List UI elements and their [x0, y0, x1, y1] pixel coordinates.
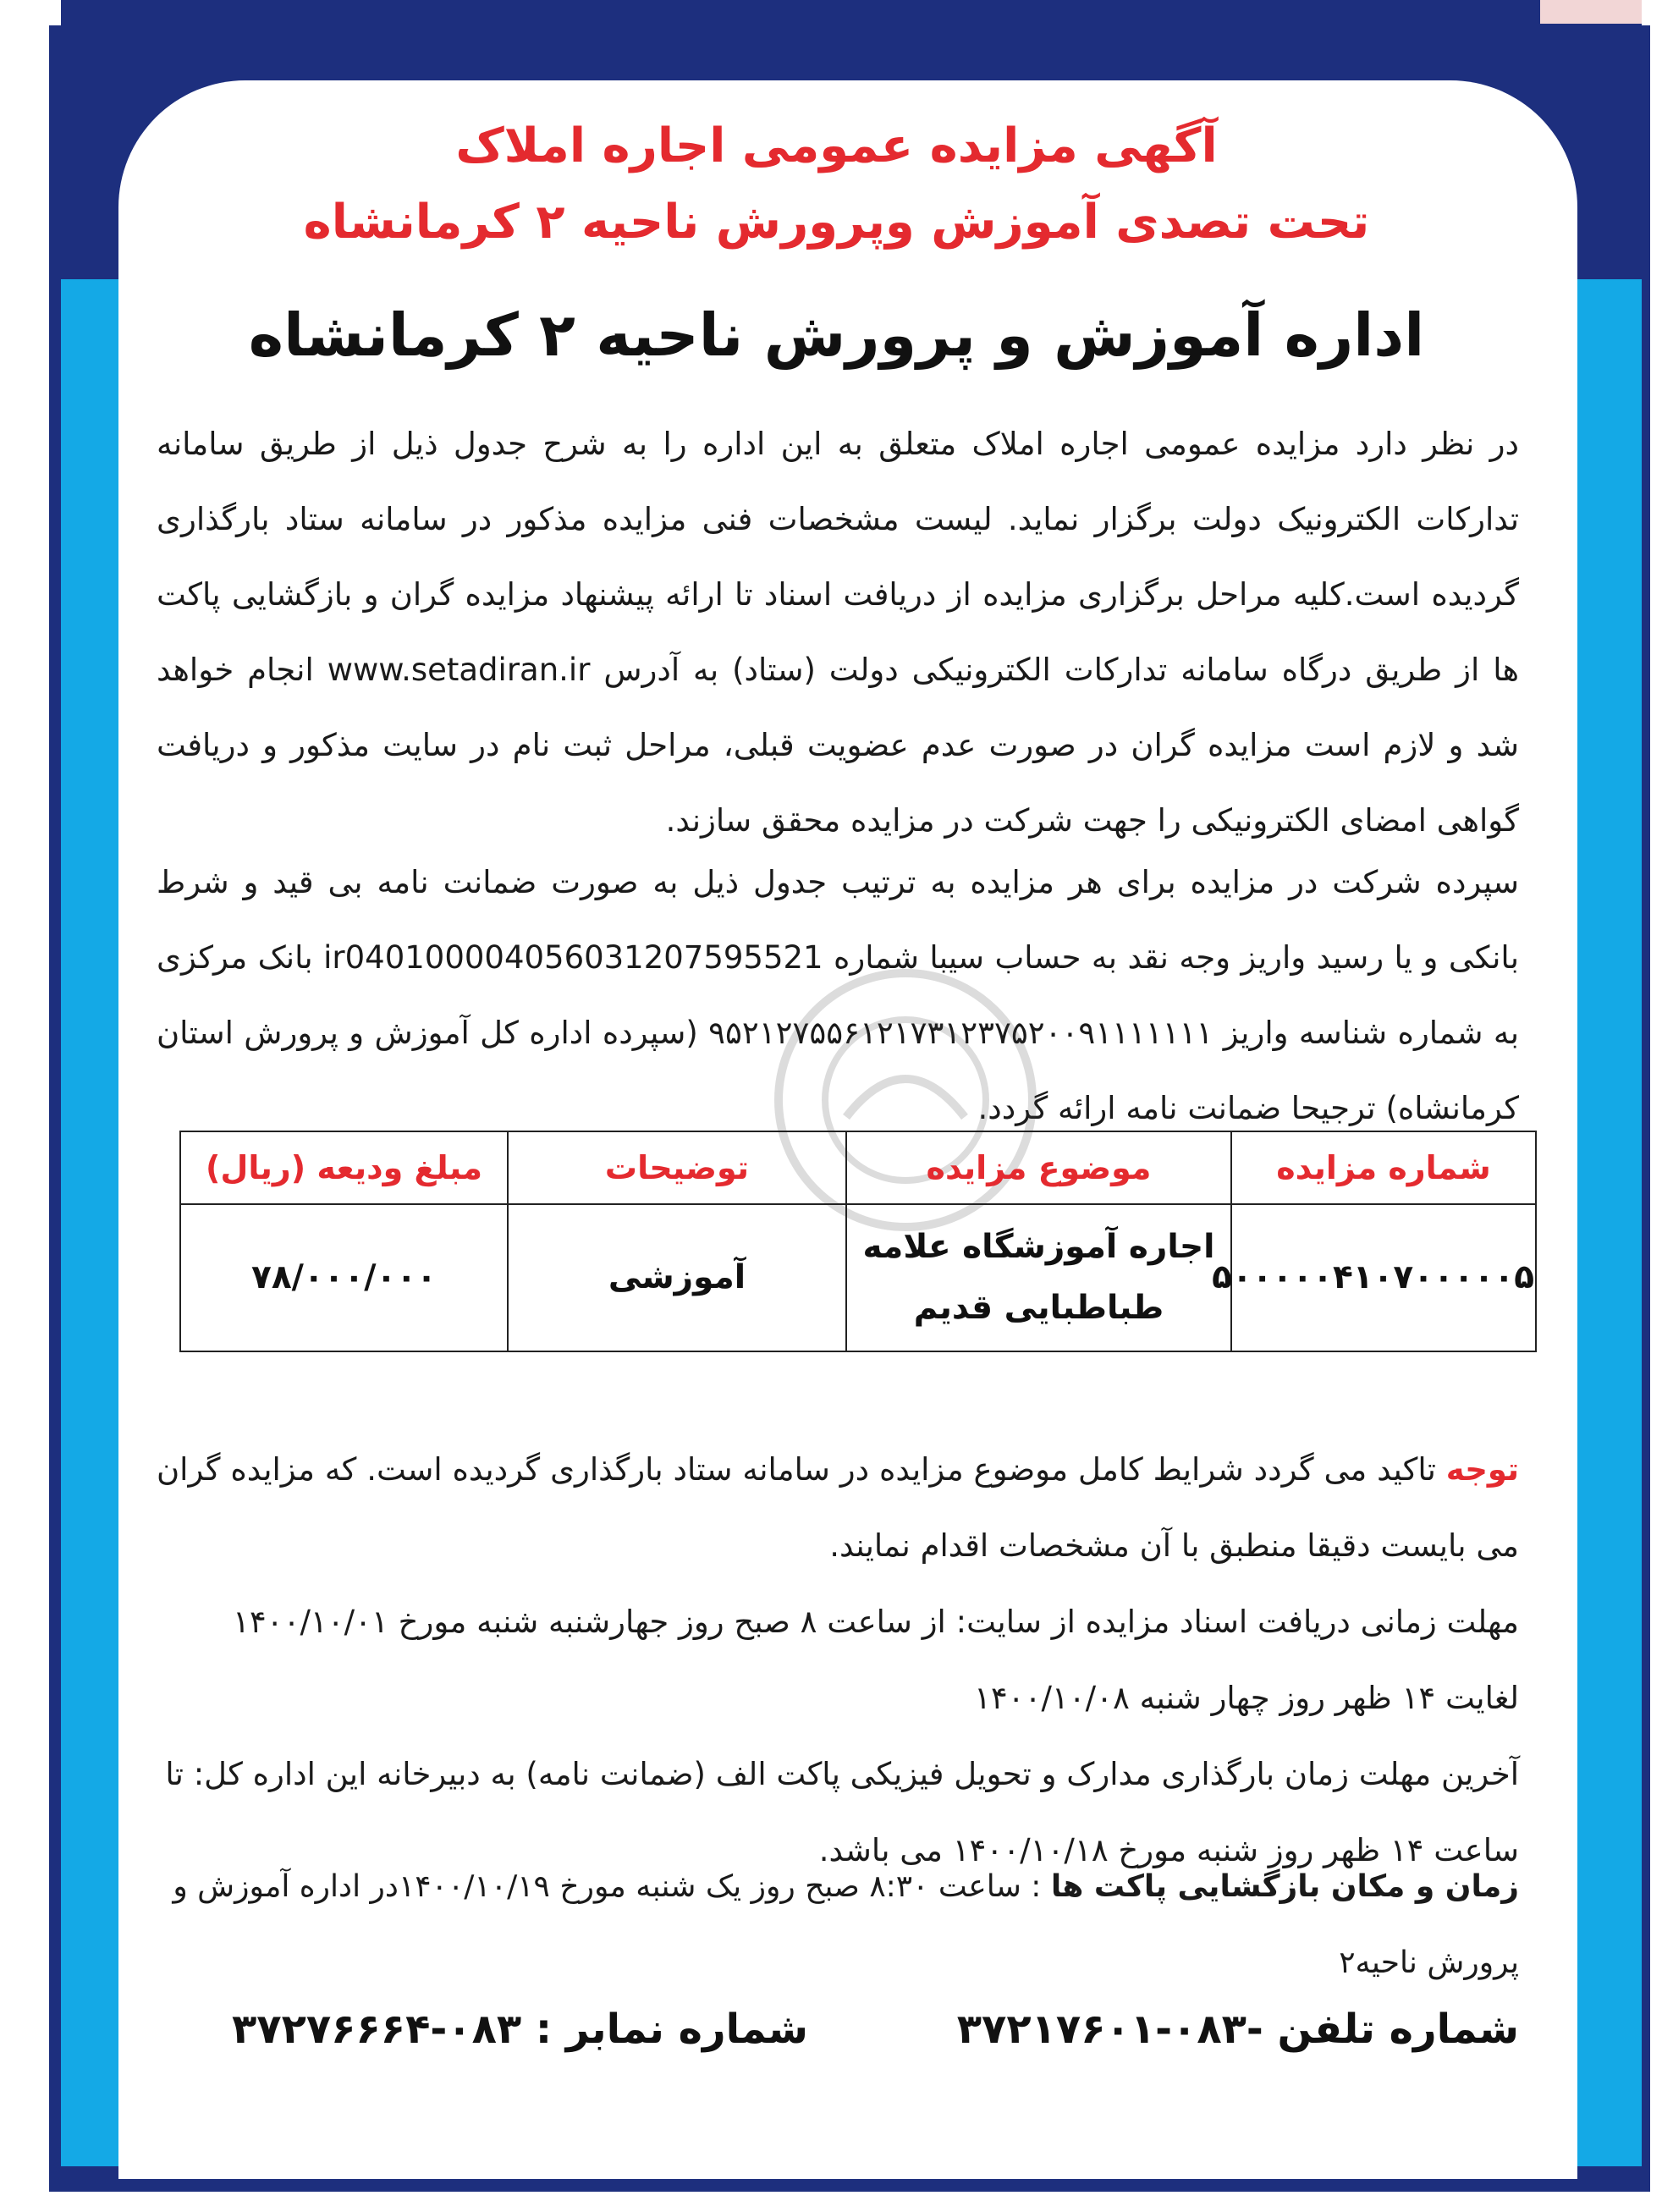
header-description: توضیحات	[508, 1131, 846, 1204]
table-header-row	[180, 1131, 1536, 1204]
corner-decoration-icon	[1540, 0, 1642, 24]
opening-label: زمان و مکان بازگشایی پاکت ها	[1050, 1869, 1519, 1904]
opening-text: : ساعت ۸:۳۰ صبح روز یک شنبه مورخ ۱۴۰۰/۱۰/۱۹در اداره آموزش و پرورش ناحیه۲	[173, 1869, 1519, 1980]
header-auction-subject: موضوع مزایده	[846, 1131, 1231, 1204]
contact-info	[157, 2006, 1519, 2073]
phone-value: -۰۸۳-۳۷۲۱۷۶۰۱	[956, 2006, 1278, 2053]
header-deposit-amount: مبلغ ودیعه (ریال)	[180, 1131, 508, 1204]
cell-auction-number: ۵۰۰۰۰۰۴۱۰۷۰۰۰۰۰۵	[1231, 1204, 1536, 1351]
intro-paragraph: در نظر دارد مزایده عمومی اجاره املاک متعلق به این اداره را به شرح جدول ذیل از طریق سامانه تدارکات الکترونیک دولت برگزار نماید. لیست مشخصات فنی مزایده مذکور در سامانه ستاد بارگذاری گردیده است.کلیه مراحل برگزاری مزایده از دریافت اسناد تا ارائه پیشنهاد مزایده گران و بازگشایی پاکت ها از طریق درگاه سامانه تدارکات الکترونیکی دولت (ستاد) به آدرس www.setadiran.ir انجام خواهد شد و لازم است مزایده گران در صورت عدم عضویت قبلی، مراحل ثبت نام در سایت مذکور و دریافت گواهی امضای الکترونیکی را جهت شرکت در مزایده محقق سازند.	[157, 426, 1519, 839]
note-text: تاکید می گردد شرایط کامل موضوع مزایده در سامانه ستاد بارگذاری گردیده است. که مزایده گران می بایست دقیقا منطبق با آن مشخصات اقدام نمایند.	[157, 1451, 1519, 1564]
cell-description: آموزشی	[508, 1204, 846, 1351]
phone-label: شماره تلفن	[1277, 2006, 1519, 2053]
auction-table	[179, 1131, 1537, 1352]
phone-number	[957, 2006, 1519, 2053]
fax-number	[232, 2006, 808, 2053]
table-row	[180, 1204, 1536, 1351]
opening-info	[157, 1849, 1519, 2001]
fax-value: : ۰۸۳-۳۷۲۷۶۶۶۴	[231, 2006, 566, 2053]
page-heading: اداره آموزش و پرورش ناحیه ۲ کرمانشاه	[248, 300, 1425, 370]
cell-deposit-amount: ۷۸/۰۰۰/۰۰۰	[180, 1204, 508, 1351]
download-deadline: مهلت زمانی دریافت اسناد مزایده از سایت: از ساعت ۸ صبح روز جهارشنبه شنبه مورخ ۱۴۰۰/۱۰/۰۱ لغایت ۱۴ ظهر روز چهار شنبه ۱۴۰۰/۱۰/۰۸	[232, 1604, 1519, 1716]
cell-auction-subject: اجاره آموزشگاه علامه طباطبایی قدیم	[846, 1204, 1231, 1351]
header-auction-number: شماره مزایده	[1231, 1131, 1536, 1204]
title-line-2: تحت تصدی آموزش وپرورش ناحیه ۲ کرمانشاه	[303, 195, 1370, 250]
note-paragraph	[157, 1432, 1519, 1584]
deposit-paragraph: سپرده شرکت در مزایده برای هر مزایده به ترتیب جدول ذیل به صورت ضمانت نامه بی قید و شرط بانکی و یا رسید واریز وجه نقد به حساب سیبا شماره ir040100004056031207595521 بانک مرکزی به شماره شناسه واریز ۹۵۲۱۲۷۵۵۶۱۲۱۷۳۱۲۳۷۵۲۰۰۹۱۱۱۱۱۱۱ (سپرده اداره کل آموزش و پرورش استان کرمانشاه) ترجیحا ضمانت نامه ارائه گردد.	[157, 864, 1520, 1126]
title-line-1: آگهی مزایده عمومی اجاره املاک	[455, 118, 1218, 173]
submission-deadline: آخرین مهلت زمان بارگذاری مدارک و تحویل فیزیکی پاکت الف (ضمانت نامه) به دبیرخانه این اداره کل: تا ساعت ۱۴ ظهر روز شنبه مورخ ۱۴۰۰/۱۰/۱۸ می باشد.	[165, 1756, 1519, 1868]
note-label: توجه	[1445, 1451, 1519, 1488]
fax-label: شماره نمابر	[565, 2006, 808, 2053]
